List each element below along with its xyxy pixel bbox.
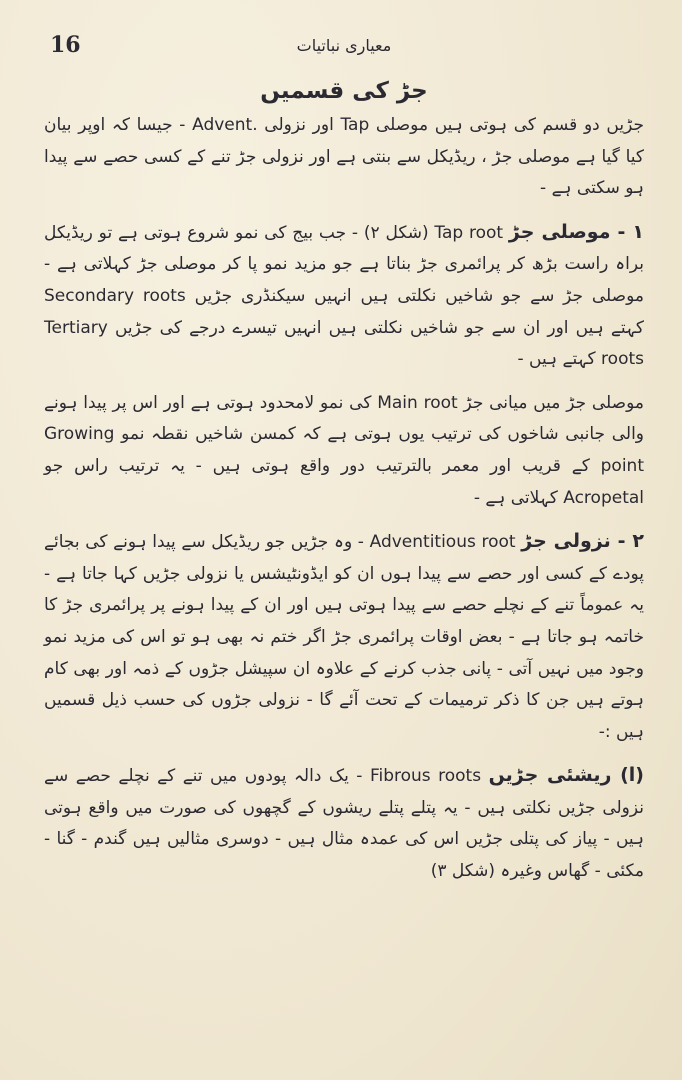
paragraph-text: Fibrous roots - یک دالہ پودوں میں تنے کے نچلے حصے سے نزولی جڑیں نکلتی ہیں - یہ پتلے پتلے ریشوں کے گچھوں کی صورت میں واقع ہوتی ہیں - پیاز کی پتلی جڑیں اس کی عمدہ مثال ہیں - دوسری مثالیں ہیں گندم - گنا - مکئی - گھاس وغیرہ (شکل ۳) [44, 766, 644, 882]
paragraph-lead: (ا) ریشئی جڑیں [488, 764, 644, 787]
page-number: 16 [50, 32, 81, 58]
paragraph-text: جڑیں دو قسم کی ہوتی ہیں موصلی Tap اور نزولی .Advent - جیسا کہ اوپر بیان کیا گیا ہے موصلی جڑ ، ریڈیکل سے بنتی ہے اور نزولی جڑ تنے کے کسی حصے سے پیدا ہو سکتی ہے - [44, 115, 644, 199]
paragraph-text: موصلی جڑ میں میانی جڑ Main root کی نمو لامحدود ہوتی ہے اور اس پر پیدا ہونے والی جانبی شاخوں کی ترتیب یوں ہوتی ہے کہ کمسن شاخیں نقطہ نمو Growing point کے قریب اور معمر بالترتیب دور واقع ہوتی ہیں - یہ ترتیب راس جو Acropetal کہلاتی ہے - [44, 392, 644, 508]
section-heading: جڑ کی قسمیں [260, 78, 428, 104]
paragraph-lead: ١ - موصلی جڑ [508, 220, 645, 243]
paragraph-adventitious-root [44, 526, 644, 748]
paragraph-text: Tap root (شکل ۲) - جب بیج کی نمو شروع ہوتی ہے تو ریڈیکل براہ راست بڑھ کر پرائمری جڑ بناتا ہے جو مزید نمو پا کر موصلی جڑ کہلاتی ہے - موصلی جڑ سے جو شاخیں نکلتی ہیں انہیں سیکنڈری جڑیں Secondary roots کہتے ہیں اور ان سے جو شاخیں نکلتی ہیں انہیں تیسرے درجے کی جڑیں Tertiary roots کہتے ہیں - [44, 222, 644, 370]
page-header [44, 28, 644, 68]
paragraph-text: Adventitious root - وہ جڑیں جو ریڈیکل سے پیدا ہونے کی بجائے پودے کے کسی اور حصے سے پیدا ہوں ان کو ایڈونٹیشس یا نزولی جڑیں کہا جاتا ہے - یہ عموماً تنے کے نچلے حصے سے پیدا ہوتی ہیں اور ان کے پیدا ہونے پر پرائمری جڑ کا خاتمہ ہو جاتا ہے - بعض اوقات پرائمری جڑ اگر ختم نہ بھی ہو تو اس کی مزید نمو وجود میں نہیں آتی - پانی جذب کرنے کے علاوہ ان سپیشل جڑوں کے ذمہ اور بھی کام ہوتے ہیں جن کا ذکر ترمیمات کے تحت آئے گا - نزولی جڑوں کی حسب ذیل قسمیں ہیں :- [44, 532, 644, 742]
paragraph-tap-root [44, 217, 644, 376]
running-title: معیاری نباتیات [296, 36, 392, 55]
paragraph-fibrous-roots [44, 760, 644, 887]
paragraph-lead: ٢ - نزولی جڑ [521, 530, 644, 553]
paragraph-main-root [44, 388, 644, 514]
paragraph-intro [44, 110, 644, 205]
